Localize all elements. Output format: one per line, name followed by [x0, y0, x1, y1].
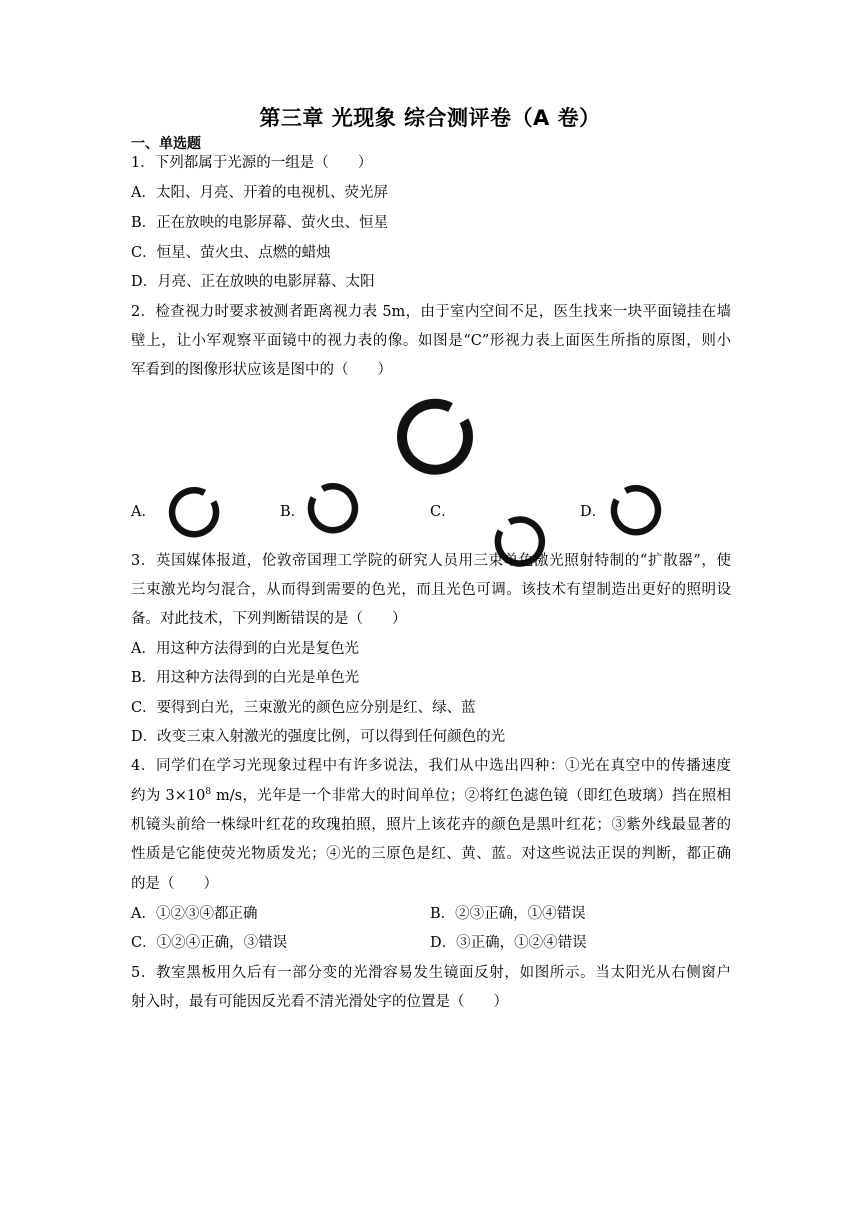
question-1-option-d: D．月亮、正在放映的电影屏幕、太阳 [131, 274, 375, 290]
speed-exponent: 8 [205, 787, 212, 798]
question-4-option-c: C．①②④正确，③错误 [131, 935, 288, 951]
question-2-stem-line-3: 军看到的图像形状应该是图中的（ ） [131, 362, 392, 378]
question-4-stem-line-2-rest: m/s，光年是一个非常大的时间单位；②将红色滤色镜（即红色玻璃）挡在照相 [211, 788, 732, 804]
c-ring-option-d-icon [609, 484, 665, 536]
section-heading: 一、单选题 [131, 136, 201, 152]
question-3-option-c: C．要得到白光，三束激光的颜色应分别是红、绿、蓝 [131, 700, 476, 716]
speed-value: 约为 3×10 [131, 788, 206, 804]
question-5-stem-line-1: 5．教室黑板用久后有一部分变的光滑容易发生镜面反射，如图所示。当太阳光从右侧窗户 [131, 965, 731, 981]
question-2-option-d-label: D． [580, 504, 607, 520]
question-2-option-b-label: B． [280, 504, 306, 520]
c-ring-option-b-icon [306, 482, 362, 534]
c-ring-original-icon [390, 397, 470, 473]
question-3-option-b: B．用这种方法得到的白光是单色光 [131, 670, 360, 686]
question-3-option-a: A．用这种方法得到的白光是复色光 [131, 641, 359, 657]
question-4-option-a: A．①②③④都正确 [131, 906, 258, 922]
question-2-option-a-label: A． [131, 504, 156, 520]
question-4-stem-line-3: 机镜头前给一株绿叶红花的玫瑰拍照，照片上该花卉的颜色是黑叶红花；③紫外线最显著的 [131, 817, 731, 833]
question-3-stem-line-3: 备。对此技术，下列判断错误的是（ ） [131, 611, 407, 627]
question-3-stem-line-1: 3．英国媒体报道，伦敦帝国理工学院的研究人员用三束单色激光照射特制的“扩散器”，使 [131, 553, 731, 569]
c-ring-option-c-icon [461, 486, 517, 538]
question-4-stem-line-4: 性质是它能使荧光物质发光；④光的三原色是红、黄、蓝。对这些说法正误的判断，都正确 [131, 846, 731, 862]
question-4-option-d: D．③正确，①②④错误 [430, 935, 587, 951]
question-1-option-a: A．太阳、月亮、开着的电视机、荧光屏 [131, 185, 388, 201]
question-2-option-c-label: C． [430, 504, 456, 520]
question-3-stem-line-2: 三束激光均匀混合，从而得到需要的色光，而且光色可调。该技术有望制造出更好的照明设 [131, 582, 731, 598]
page-title: 第三章 光现象 综合测评卷（A 卷） [259, 106, 601, 130]
question-5-stem-line-2: 射入时，最有可能因反光看不清光滑处字的位置是（ ） [131, 994, 508, 1010]
question-2-stem-line-2: 壁上，让小军观察平面镜中的视力表的像。如图是“C”形视力表上面医生所指的原图，则小 [131, 333, 731, 349]
question-4-stem-line-1: 4．同学们在学习光现象过程中有许多说法，我们从中选出四种：①光在真空中的传播速度 [131, 758, 731, 774]
question-4-stem-line-2 [131, 785, 731, 807]
question-1-stem: 1．下列都属于光源的一组是（ ） [131, 155, 373, 171]
question-1-option-c: C．恒星、萤火虫、点燃的蜡烛 [131, 245, 331, 261]
question-1-option-b: B．正在放映的电影屏幕、萤火虫、恒星 [131, 215, 389, 231]
question-3-option-d: D．改变三束入射激光的强度比例，可以得到任何颜色的光 [131, 729, 506, 745]
question-2-stem-line-1: 2．检查视力时要求被测者距离视力表 5m，由于室内空间不足，医生找来一块平面镜挂在墙 [131, 304, 731, 320]
question-4-option-b: B．②③正确，①④错误 [430, 906, 586, 922]
c-ring-option-a-icon [165, 486, 221, 538]
question-4-stem-line-5: 的是（ ） [131, 876, 218, 892]
